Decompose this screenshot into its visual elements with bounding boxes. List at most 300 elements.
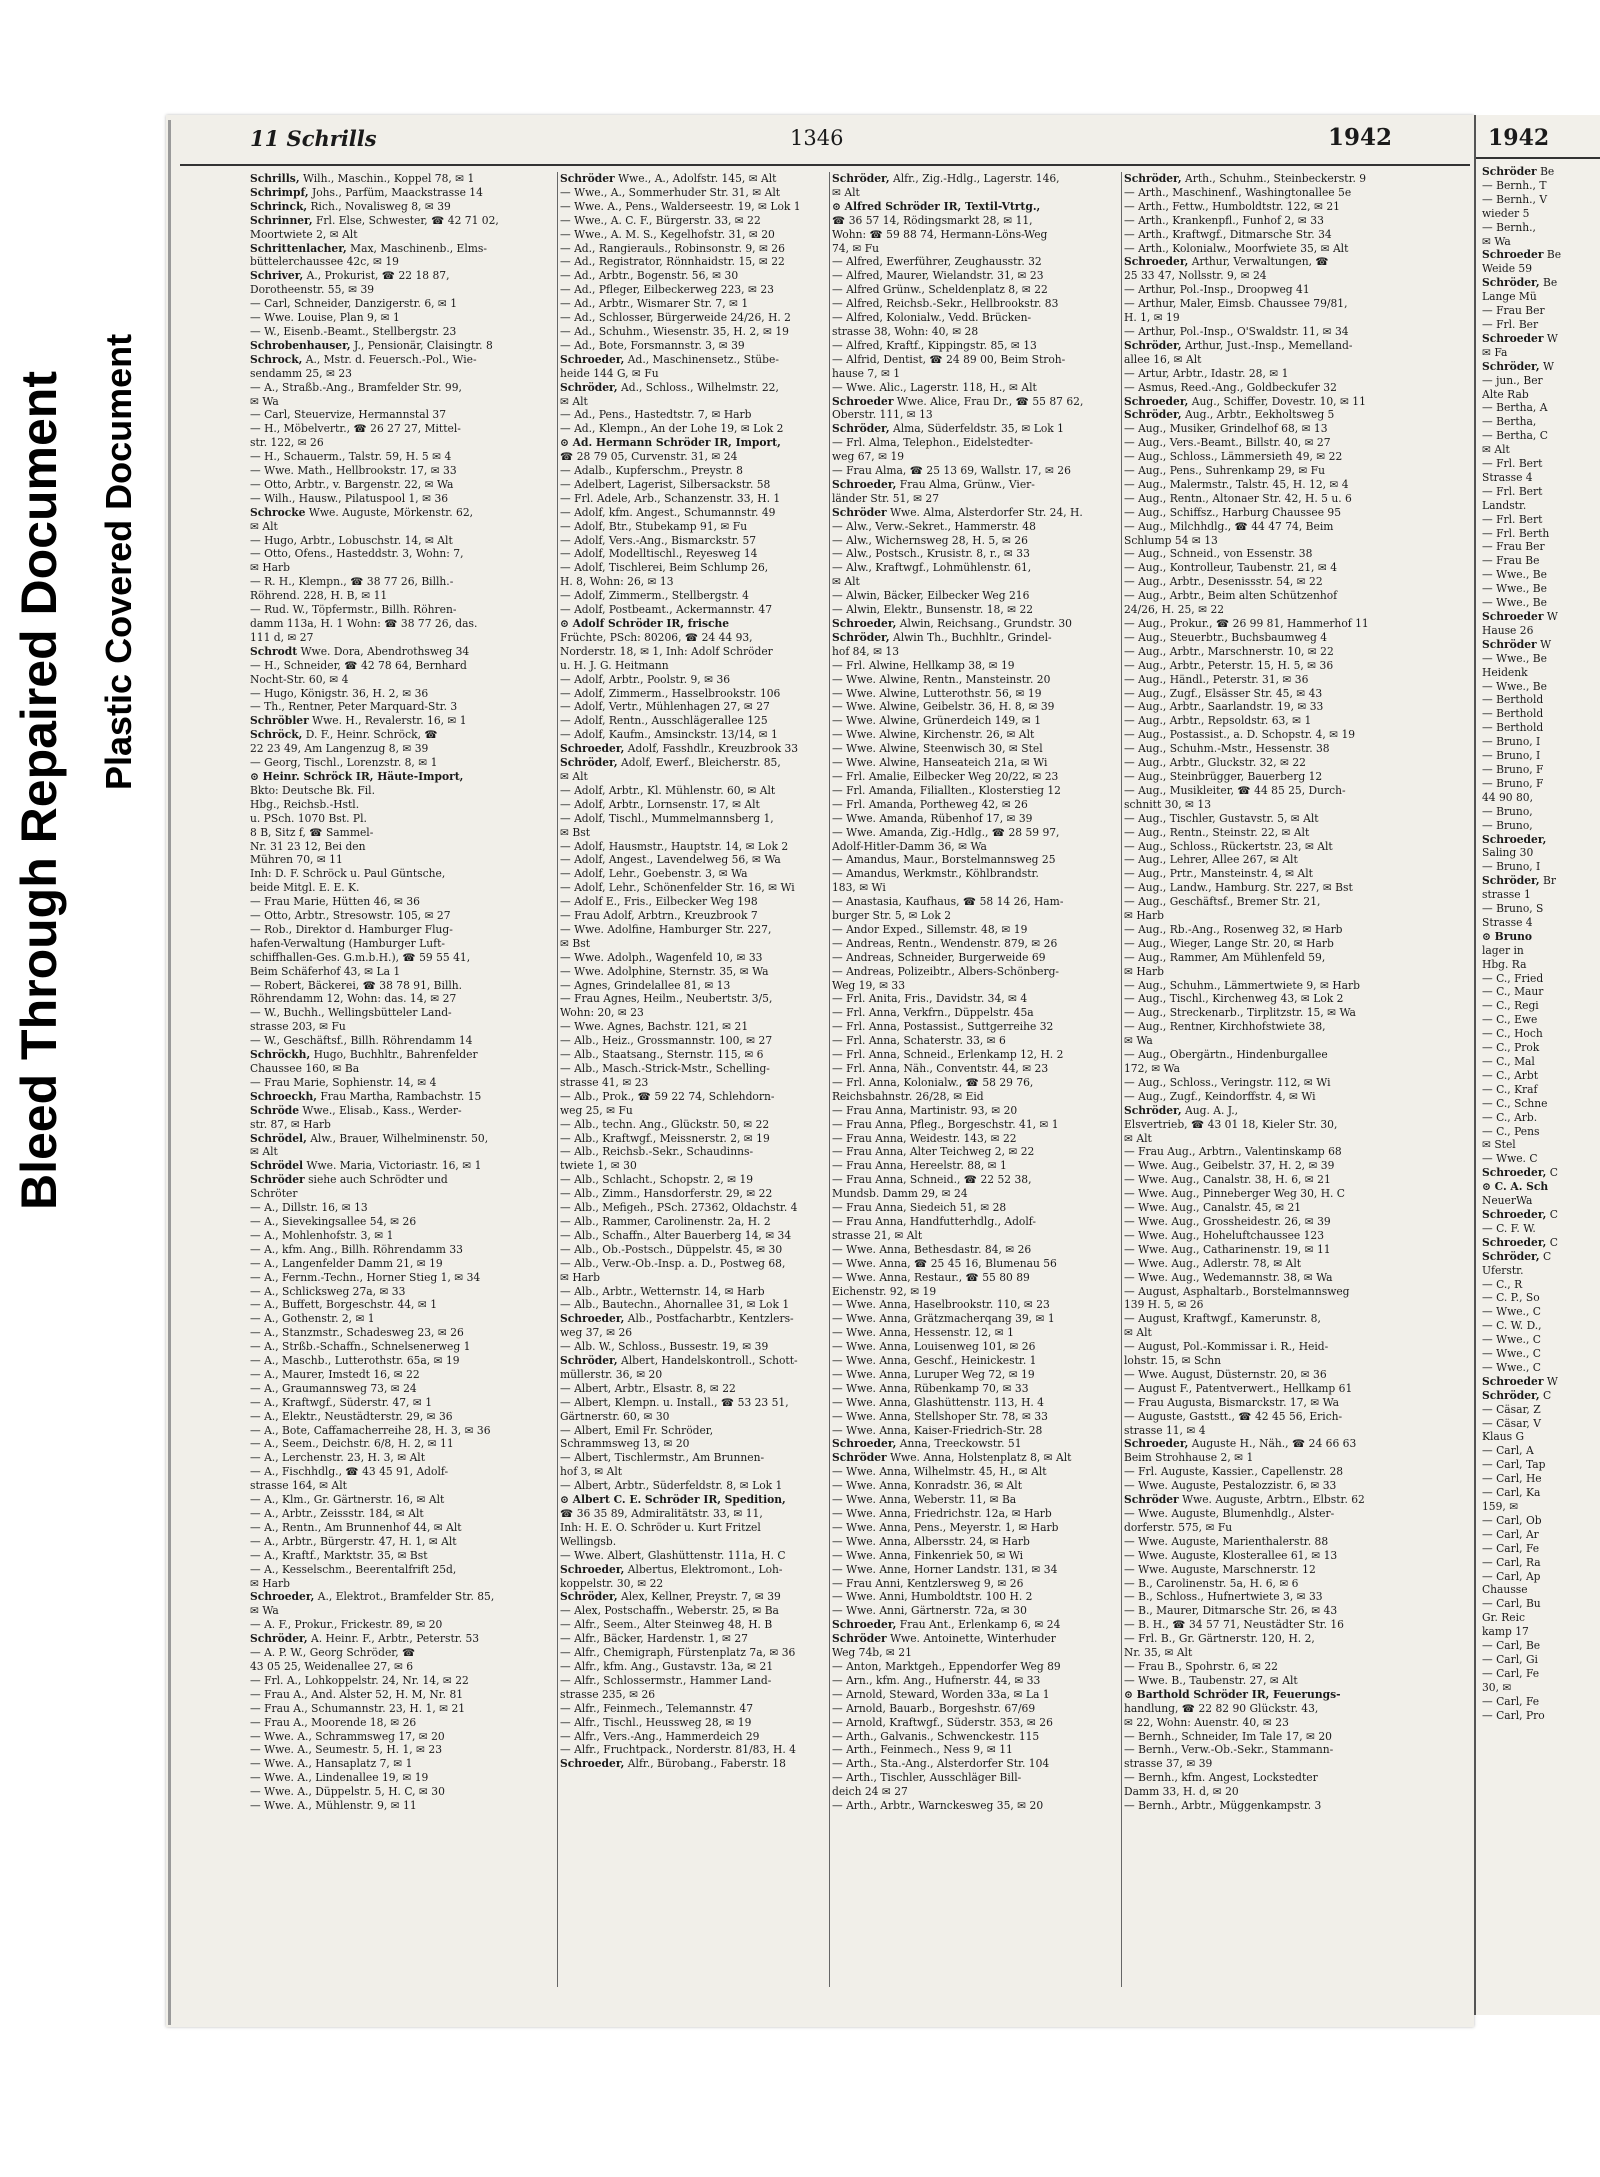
directory-entry: Röhrend. 228, H. B, ✉ 11 xyxy=(250,589,388,603)
directory-entry: Klaus G xyxy=(1482,1430,1525,1444)
adjacent-page-strip xyxy=(1474,115,1600,2015)
directory-entry: — Wwe. Adolph., Wagenfeld 10, ✉ 33 xyxy=(560,950,763,964)
directory-entry: — Berthold xyxy=(1482,693,1544,707)
directory-entry: — Wwe. Anna, Finkenriek 50, ✉ Wi xyxy=(832,1548,1024,1562)
directory-entry: — Wwe., Be xyxy=(1482,596,1547,610)
directory-entry: — Aug., Arbtr., Beim alten Schützenhof xyxy=(1124,589,1338,603)
directory-entry: — Frau Ber xyxy=(1482,304,1545,318)
directory-entry: — Frl. B., Gr. Gärtnerstr. 120, H. 2, xyxy=(1124,1632,1315,1646)
directory-entry: ✉ Wa xyxy=(250,394,279,408)
directory-entry: Schroeder, Aug., Schiffer, Dovestr. 10, ✉ 11 xyxy=(1124,394,1366,408)
directory-entry: Schrimpf, Johs., Parfüm, Maackstrasse 14 xyxy=(250,185,483,199)
directory-entry: Schröder, Albert, Handelskontroll., Schott- xyxy=(560,1354,798,1368)
directory-entry: — Robert, Bäckerei, ☎ 38 78 91, Billh. xyxy=(250,978,463,992)
directory-entry: — Bruno, I xyxy=(1482,735,1541,749)
directory-entry: — Bernh., T xyxy=(1482,178,1547,192)
directory-entry: Adolf-Hitler-Damm 36, ✉ Wa xyxy=(832,839,987,853)
directory-entry: — Wwe. Auguste, Blumenhdlg., Alster- xyxy=(1124,1507,1335,1520)
directory-entry: — Wwe. Amanda, Zig.-Hdlg., ☎ 28 59 97, xyxy=(832,825,1060,839)
directory-entry: Schröde Wwe., Elisab., Kass., Werder- xyxy=(250,1103,462,1117)
directory-entry: — Wwe. Anna, Wilhelmstr. 45, H., ✉ Alt xyxy=(832,1465,1047,1479)
directory-entry: — A., Kesselschm., Beerentalfrift 25d, xyxy=(250,1562,457,1576)
directory-entry: — Aug., Zugf., Keindorffstr. 4, ✉ Wi xyxy=(1124,1089,1316,1103)
directory-entry: — A., Arbtr., Bürgerstr. 47, H. 1, ✉ Alt xyxy=(250,1534,457,1548)
directory-entry: — Wilh., Hausw., Pilatuspool 1, ✉ 36 xyxy=(250,491,449,505)
directory-entry: Wohn: ☎ 59 88 74, Hermann-Löns-Weg xyxy=(832,227,1048,241)
directory-entry: — Wwe. Anni, Gärtnerstr. 72a, ✉ 30 xyxy=(832,1604,1027,1618)
directory-entry: — Frl. Anna, Näh., Conventstr. 44, ✉ 23 xyxy=(832,1062,1049,1075)
directory-entry: — Adolf, Zimmerm., Stellbergstr. 4 xyxy=(560,589,749,603)
directory-entry: — Aug., Pens., Suhrenkamp 29, ✉ Fu xyxy=(1124,464,1325,478)
directory-entry: — Alb., Prok., ☎ 59 22 74, Schlehdorn- xyxy=(560,1089,775,1103)
directory-entry: — Wwe. Anni, Humboldtstr. 100 H. 2 xyxy=(832,1590,1033,1604)
directory-entry: Inh: D. F. Schröck u. Paul Güntsche, xyxy=(250,867,446,881)
directory-entry: — A., Lerchenstr. 23, H. 3, ✉ Alt xyxy=(250,1451,425,1465)
directory-entry: — Adolf, Arbtr., Kl. Mühlenstr. 60, ✉ Alt xyxy=(560,783,776,797)
directory-entry: — Aug., Steinbrügger, Bauerberg 12 xyxy=(1124,769,1323,783)
directory-entry: Schröder, A. Heinr. F., Arbtr., Peterstr. 53 xyxy=(250,1632,480,1646)
directory-entry: Damm 33, H. d, ✉ 20 xyxy=(1124,1785,1239,1799)
directory-entry: — Hugo, Königstr. 36, H. 2, ✉ 36 xyxy=(250,686,429,700)
directory-entry: Schroeder, Alb., Postfacharbtr., Kentzlers- xyxy=(560,1312,794,1326)
directory-entry: ⊙ Albert C. E. Schröder IR, Spedition, xyxy=(560,1493,786,1507)
directory-entry: Schröbler Wwe. H., Revalerstr. 16, ✉ 1 xyxy=(250,714,467,728)
directory-entry: — Alb., Kraftwgf., Meissnerstr. 2, ✉ 19 xyxy=(560,1131,770,1145)
directory-entry: — Berthold xyxy=(1482,707,1544,721)
directory-entry: — Bruno, S xyxy=(1482,902,1544,916)
directory-entry: — Arth., Galvanis., Schwenckestr. 115 xyxy=(832,1729,1040,1743)
directory-entry: — Alb., Masch.-Strick-Mstr., Schelling- xyxy=(560,1062,770,1075)
directory-entry: — Bernh., Schneider, Im Tale 17, ✉ 20 xyxy=(1124,1729,1332,1743)
directory-entry: — Wwe. Anna, Geschf., Heinickestr. 1 xyxy=(832,1354,1037,1368)
directory-entry: ✉ Alt xyxy=(560,769,588,783)
directory-entry: Nr. 35, ✉ Alt xyxy=(1124,1646,1193,1660)
directory-entry: ✉ Bst xyxy=(560,825,590,839)
directory-entry: Schröder, C xyxy=(1482,1249,1552,1263)
directory-entry: — Adolf, Lehr., Schönenfelder Str. 16, ✉ Wi xyxy=(560,881,795,895)
directory-entry: — A., kfm. Ang., Billh. Röhrendamm 33 xyxy=(250,1242,463,1256)
directory-entry: — Adolf, Vertr., Mühlenhagen 27, ✉ 27 xyxy=(560,700,770,714)
directory-entry: Schröder, Br xyxy=(1482,874,1556,888)
directory-entry: — Aug., Vers.-Beamt., Billstr. 40, ✉ 27 xyxy=(1124,436,1331,450)
directory-entry: — Aug., Obergärtn., Hindenburgallee xyxy=(1124,1048,1328,1062)
directory-entry: Elsvertrieb, ☎ 43 01 18, Kieler Str. 30, xyxy=(1124,1117,1338,1131)
directory-entry: — Wwe., C xyxy=(1482,1347,1541,1361)
directory-entry: — Alfr., kfm. Ang., Gustavstr. 13a, ✉ 21 xyxy=(560,1659,774,1673)
directory-entry: — Alfred, Ewerführer, Zeughausstr. 32 xyxy=(832,255,1042,269)
directory-entry: — Aug., Arbtr., Marschnerstr. 10, ✉ 22 xyxy=(1124,644,1334,658)
directory-entry: — Wwe. A., Düppelstr. 5, H. C, ✉ 30 xyxy=(250,1785,445,1799)
directory-entry: — W., Eisenb.-Beamt., Stellbergstr. 23 xyxy=(250,324,457,338)
directory-entry: ✉ Bst xyxy=(560,936,590,950)
directory-entry: — Adolf, Rentn., Ausschlägerallee 125 xyxy=(560,714,768,728)
directory-entry: — Wwe., C xyxy=(1482,1333,1541,1347)
directory-entry: ✉ Alt xyxy=(1124,1131,1152,1145)
directory-entry: — Bertha, A xyxy=(1482,401,1548,415)
directory-entry: Strasse 4 xyxy=(1482,470,1533,484)
directory-entry: — W., Geschäftsf., Billh. Röhrendamm 14 xyxy=(250,1034,473,1048)
directory-entry: — Wwe. Alic., Lagerstr. 118, H., ✉ Alt xyxy=(832,380,1037,394)
directory-entry: — Frl. Amanda, Portheweg 42, ✉ 26 xyxy=(832,797,1028,811)
year-heading: 1942 xyxy=(1328,124,1393,151)
directory-entry: Schroeder, Ad., Maschinensetz., Stübe- xyxy=(560,352,779,366)
directory-entry: — Frau Anna, Pfleg., Borgeschstr. 41, ✉ 1 xyxy=(832,1117,1059,1131)
directory-entry: Chausse xyxy=(1482,1583,1528,1597)
directory-entry: — Aug., Rentn., Altonaer Str. 42, H. 5 u. 6 xyxy=(1124,491,1352,505)
directory-entry: Beim Schäferhof 43, ✉ La 1 xyxy=(250,964,401,978)
directory-entry: — A., Schlicksweg 27a, ✉ 33 xyxy=(250,1284,406,1298)
directory-entry: damm 113a, H. 1 Wohn: ☎ 38 77 26, das. xyxy=(250,617,478,630)
directory-entry: Hause 26 xyxy=(1482,623,1534,637)
directory-entry: — Ad., Arbtr., Wismarer Str. 7, ✉ 1 xyxy=(560,297,749,311)
directory-entry: — Wwe. Aug., Grossheidestr. 26, ✉ 39 xyxy=(1124,1214,1331,1228)
directory-entry: — Alex, Postschaffn., Weberstr. 25, ✉ Ba xyxy=(560,1604,779,1618)
directory-entry: — Andor Exped., Sillemstr. 48, ✉ 19 xyxy=(832,922,1028,936)
directory-entry: Schrinck, Rich., Novalisweg 8, ✉ 39 xyxy=(250,199,451,213)
directory-entry: — Alfred, Maurer, Wielandstr. 31, ✉ 23 xyxy=(832,269,1044,283)
directory-entry: — Arnold, Kraftwgf., Süderstr. 353, ✉ 26 xyxy=(832,1715,1053,1729)
directory-entry: — Aug., Arbtr., Desenissstr. 54, ✉ 22 xyxy=(1124,575,1323,589)
directory-entry: strasse 41, ✉ 23 xyxy=(560,1075,649,1089)
directory-entry: Schroeder, Frau Alma, Grünw., Vier- xyxy=(832,477,1035,491)
directory-entry: — Amandus, Maur., Borstelmannsweg 25 xyxy=(832,853,1056,867)
directory-entry: Schroeder, A., Elektrot., Bramfelder Str. 85, xyxy=(250,1590,495,1604)
directory-entry: — C., Arbt xyxy=(1482,1068,1539,1082)
directory-entry: ✉ Harb xyxy=(1124,964,1164,978)
directory-entry: — A., Gothenstr. 2, ✉ 1 xyxy=(250,1312,375,1326)
directory-entry: — Wwe. August, Düsternstr. 20, ✉ 36 xyxy=(1124,1367,1327,1381)
directory-entry: — Carl, Be xyxy=(1482,1639,1541,1653)
directory-entry: — Carl, He xyxy=(1482,1472,1542,1486)
directory-entry: Nr. 31 23 12, Bei den xyxy=(250,839,366,853)
directory-entry: — Aug., Schloss., Veringstr. 112, ✉ Wi xyxy=(1124,1075,1331,1089)
directory-entry: — Adolf, Postbeamt., Ackermannstr. 47 xyxy=(560,603,772,617)
directory-entry: — Aug., Lehrer, Allee 267, ✉ Alt xyxy=(1124,853,1298,867)
directory-entry: Schroeder, Alwin, Reichsang., Grundstr. 30 xyxy=(832,617,1072,630)
directory-entry: Schlump 54 ✉ 13 xyxy=(1124,533,1218,547)
directory-entry: kamp 17 xyxy=(1482,1625,1529,1639)
directory-entry: — Aug., Schuhm., Lämmertwiete 9, ✉ Harb xyxy=(1124,978,1360,992)
directory-entry: — Aug., Prokur., ☎ 26 99 81, Hammerhof 11 xyxy=(1124,617,1369,630)
directory-entry: länder Str. 51, ✉ 27 xyxy=(832,491,940,505)
directory-entry: — Wwe. Auguste, Klosterallee 61, ✉ 13 xyxy=(1124,1548,1338,1562)
directory-page xyxy=(180,122,1470,2022)
directory-entry: Schrills, Wilh., Maschin., Koppel 78, ✉ 1 xyxy=(250,172,475,185)
directory-entry: — Alb., Schaffn., Alter Bauerberg 14, ✉ 34 xyxy=(560,1228,792,1242)
directory-entry: — Frl. Anna, Verkfrn., Düppelstr. 45a xyxy=(832,1006,1034,1020)
directory-entry: — Anastasia, Kaufhaus, ☎ 58 14 26, Ham- xyxy=(832,895,1064,909)
directory-entry: — Aug., Rentner, Kirchhofstwiete 38, xyxy=(1124,1020,1326,1034)
running-head-left: 11 Schrills xyxy=(250,126,377,151)
directory-entry: Bkto: Deutsche Bk. Fil. xyxy=(250,783,375,797)
directory-entry: — Carl, A xyxy=(1482,1444,1534,1458)
directory-entry: — Aug., Landw., Hamburg. Str. 227, ✉ Bst xyxy=(1124,881,1353,895)
directory-entry: ✉ Alt xyxy=(250,1145,278,1159)
directory-entry: — A., Elektr., Neustädterstr. 29, ✉ 36 xyxy=(250,1409,453,1423)
directory-entry: strasse 164, ✉ Alt xyxy=(250,1479,347,1493)
directory-entry: — Alfr., Tischl., Heussweg 28, ✉ 19 xyxy=(560,1715,752,1729)
directory-entry: — Arthur, Pol.-Insp., O'Swaldstr. 11, ✉ 34 xyxy=(1124,324,1349,338)
directory-entry: ✉ Harb xyxy=(560,1270,600,1284)
directory-entry: — Wwe. Anna, Albersstr. 24, ✉ Harb xyxy=(832,1534,1030,1548)
directory-entry: — Ad., Rangierauls., Robinsonstr. 9, ✉ 26 xyxy=(560,241,785,255)
directory-entry: Schroeder, Albertus, Elektromont., Loh- xyxy=(560,1562,783,1576)
directory-entry: Schröder, W xyxy=(1482,359,1554,373)
directory-entry: ⊙ Ad. Hermann Schröder IR, Import, xyxy=(560,436,781,450)
directory-entry: — Frau Anna, Alter Teichweg 2, ✉ 22 xyxy=(832,1145,1035,1159)
directory-entry: — Arth., Kraftwgf., Ditmarsche Str. 34 xyxy=(1124,227,1332,241)
directory-entry: Gr. Reic xyxy=(1482,1611,1526,1625)
directory-entry: — August, Pol.-Kommissar i. R., Heid- xyxy=(1124,1340,1329,1354)
directory-entry: — Wwe., A., Sommerhuder Str. 31, ✉ Alt xyxy=(560,185,781,199)
directory-entry: — Frau A., And. Alster 52, H. M, Nr. 81 xyxy=(250,1687,464,1701)
directory-entry: — Adolf, Vers.-Ang., Bismarckstr. 57 xyxy=(560,533,757,547)
directory-entry: strasse 37, ✉ 39 xyxy=(1124,1757,1213,1771)
directory-entry: — A. F., Prokur., Frickestr. 89, ✉ 20 xyxy=(250,1618,443,1632)
directory-entry: — Aug., Arbtr., Peterstr. 15, H. 5, ✉ 36 xyxy=(1124,658,1334,672)
directory-entry: — Bernh., xyxy=(1482,220,1536,234)
directory-entry: — R. H., Klempn., ☎ 38 77 26, Billh.- xyxy=(250,575,454,589)
directory-entry: Schröder, Alma, Süderfeldstr. 35, ✉ Lok 1 xyxy=(832,422,1064,436)
adjacent-header-rule xyxy=(1476,157,1600,159)
directory-entry: — Hugo, Arbtr., Lobuschstr. 14, ✉ Alt xyxy=(250,533,453,547)
directory-entry: — Frau A., Schumannstr. 23, H. 1, ✉ 21 xyxy=(250,1701,466,1715)
directory-entry: Schrocke Wwe. Auguste, Mörkenstr. 62, xyxy=(250,505,474,519)
directory-entry: — A., Klm., Gr. Gärtnerstr. 16, ✉ Alt xyxy=(250,1493,445,1507)
directory-entry: — Wwe., C xyxy=(1482,1305,1541,1319)
directory-entry: — Wwe. Aug., Wedemannstr. 38, ✉ Wa xyxy=(1124,1270,1333,1284)
directory-entry: H. 1, ✉ 19 xyxy=(1124,311,1180,325)
directory-entry: Schröder, Arth., Schuhm., Steinbeckerstr. 9 xyxy=(1124,172,1367,185)
directory-entry: — Alfred Grünw., Scheldenplatz 8, ✉ 22 xyxy=(832,283,1048,297)
directory-entry: — Wwe., A. C. F., Bürgerstr. 33, ✉ 22 xyxy=(560,213,761,227)
directory-entry: — Frau Aug., Arbtrn., Valentinskamp 68 xyxy=(1124,1145,1342,1159)
directory-entry: — Carl, Ap xyxy=(1482,1569,1541,1583)
directory-entry: — Arnold, Bauarb., Borgeshstr. 67/69 xyxy=(832,1701,1036,1715)
directory-entry: strasse 21, ✉ Alt xyxy=(832,1228,923,1242)
directory-entry: — Amandus, Werkmstr., Köhlbrandstr. xyxy=(832,867,1039,881)
directory-entry: — Frau Marie, Hütten 46, ✉ 36 xyxy=(250,895,420,909)
directory-entry: strasse 235, ✉ 26 xyxy=(560,1687,656,1701)
directory-entry: — Wwe. A., Mühlenstr. 9, ✉ 11 xyxy=(250,1799,417,1813)
directory-entry: — Frau Anna, Weidestr. 143, ✉ 22 xyxy=(832,1131,1017,1145)
directory-entry: Schroeder W xyxy=(1482,610,1558,623)
directory-entry: Schröder Be xyxy=(1482,165,1555,178)
directory-entry: — Bernh., kfm. Angest, Lockstedter xyxy=(1124,1771,1318,1785)
directory-entry: — Wwe., Be xyxy=(1482,651,1547,665)
directory-entry: — Artur, Arbtr., Idastr. 28, ✉ 1 xyxy=(1124,366,1289,380)
directory-entry: — Wwe. B., Taubenstr. 27, ✉ Alt xyxy=(1124,1673,1298,1687)
directory-entry: — Arnold, Steward, Worden 33a, ✉ La 1 xyxy=(832,1687,1050,1701)
directory-entry: — Arth., Feinmech., Ness 9, ✉ 11 xyxy=(832,1743,1013,1757)
page-edge xyxy=(168,120,171,2025)
directory-entry: strasse 11, ✉ 4 xyxy=(1124,1423,1206,1437)
directory-entry: 44 90 80, xyxy=(1482,790,1533,804)
directory-entry: — Wwe. Anne, Horner Landstr. 131, ✉ 34 xyxy=(832,1562,1058,1576)
directory-entry: — Carl, Pro xyxy=(1482,1708,1545,1722)
directory-entry: — Arthur, Maler, Eimsb. Chaussee 79/81, xyxy=(1124,297,1348,311)
directory-entry: sendamm 25, ✉ 23 xyxy=(250,366,352,380)
directory-entry: — Alfr., Feinmech., Telemannstr. 47 xyxy=(560,1701,754,1715)
directory-entry: Schröck, D. F., Heinr. Schröck, ☎ xyxy=(250,728,438,742)
directory-entry: — Frau Marie, Sophienstr. 14, ✉ 4 xyxy=(250,1075,437,1089)
directory-entry: — Cäsar, V xyxy=(1482,1416,1541,1430)
directory-entry: Norderstr. 18, ✉ 1, Inh: Adolf Schröder xyxy=(560,644,773,658)
directory-entry: ✉ Alt xyxy=(832,185,860,199)
directory-column-4 xyxy=(1124,172,1424,1992)
directory-entry: — Adolf, Zimmerm., Hasselbrookstr. 106 xyxy=(560,686,781,700)
directory-entry: — A., Rentn., Am Brunnenhof 44, ✉ Alt xyxy=(250,1520,462,1534)
directory-entry: — Bernh., Verw.-Ob.-Sekr., Stammann- xyxy=(1124,1743,1334,1757)
directory-entry: — Aug., Rentn., Steinstr. 22, ✉ Alt xyxy=(1124,825,1310,839)
directory-entry: Schroeder Be xyxy=(1482,248,1562,262)
directory-entry: — Wwe. Alwine, Steenwisch 30, ✉ Stel xyxy=(832,742,1043,756)
directory-entry: Hbg. Ra xyxy=(1482,957,1527,971)
directory-entry: — A., Bote, Caffamacherreihe 28, H. 3, ✉ 36 xyxy=(250,1423,491,1437)
column-divider xyxy=(557,172,558,1987)
directory-entry: — Alb., Ob.-Postsch., Düppelstr. 45, ✉ 30 xyxy=(560,1242,783,1256)
header-rule xyxy=(180,164,1470,166)
directory-entry: ⊙ Bruno xyxy=(1482,929,1533,943)
directory-entry: — Alfr., Chemigraph, Fürstenplatz 7a, ✉ 36 xyxy=(560,1646,796,1660)
directory-entry: ✉ Wa xyxy=(1482,234,1511,248)
directory-entry: Mühren 70, ✉ 11 xyxy=(250,853,343,867)
directory-entry: — Wwe. Anna, Pens., Meyerstr. 1, ✉ Harb xyxy=(832,1520,1059,1534)
directory-entry: — Wwe. Anna, Bethesdastr. 84, ✉ 26 xyxy=(832,1242,1032,1256)
directory-entry: — Alfred, Kolonialw., Vedd. Brücken- xyxy=(832,311,1032,325)
directory-entry: — Adolf E., Fris., Eilbecker Weg 198 xyxy=(560,895,758,909)
directory-entry: — Alfr., Seem., Alter Steinweg 48, H. B xyxy=(560,1618,773,1632)
directory-entry: 74, ✉ Fu xyxy=(832,241,880,255)
directory-entry: 139 H. 5, ✉ 26 xyxy=(1124,1298,1204,1312)
directory-entry: — Aug., Malermstr., Talstr. 45, H. 12, ✉ 4 xyxy=(1124,477,1349,491)
directory-entry: weg 37, ✉ 26 xyxy=(560,1326,633,1340)
directory-entry: — Frau Anna, Hereelstr. 88, ✉ 1 xyxy=(832,1159,1007,1173)
directory-entry: — Auguste, Gaststt., ☎ 42 45 56, Erich- xyxy=(1124,1409,1343,1423)
directory-entry: u. H. J. G. Heitmann xyxy=(560,658,669,672)
directory-entry: — Aug., Schloss., Rückertstr. 23, ✉ Alt xyxy=(1124,839,1333,853)
directory-entry: — Aug., Streckenarb., Tirplitzstr. 15, ✉ Wa xyxy=(1124,1006,1356,1020)
directory-entry: 111 d, ✉ 27 xyxy=(250,630,314,644)
directory-entry: — A., Straßb.-Ang., Bramfelder Str. 99, xyxy=(250,380,462,394)
directory-entry: — Ad., Pens., Hastedtstr. 7, ✉ Harb xyxy=(560,408,752,422)
directory-entry: — A., Graumannsweg 73, ✉ 24 xyxy=(250,1381,417,1395)
directory-entry: — Albert, Arbtr., Elsastr. 8, ✉ 22 xyxy=(560,1381,736,1395)
directory-entry: — Frl. Bert xyxy=(1482,484,1543,498)
directory-entry: müllerstr. 36, ✉ 20 xyxy=(560,1367,663,1381)
directory-entry: — Aug., Schuhm.-Mstr., Hessenstr. 38 xyxy=(1124,742,1330,756)
directory-entry: — Wwe. Anna, Luruper Weg 72, ✉ 19 xyxy=(832,1367,1035,1381)
directory-entry: — Wwe. Aug., Hoheluftchaussee 123 xyxy=(1124,1228,1325,1242)
directory-entry: — Frl. Anna, Schneid., Erlenkamp 12, H. 2 xyxy=(832,1048,1064,1062)
directory-entry: — Bruno, I xyxy=(1482,749,1541,763)
directory-entry: — A., Kraftwgf., Süderstr. 47, ✉ 1 xyxy=(250,1395,432,1409)
directory-entry: ✉ Alt xyxy=(560,394,588,408)
directory-entry: — Adelbert, Lagerist, Silbersackstr. 58 xyxy=(560,477,771,491)
directory-entry: — A., Arbtr., Zeissstr. 184, ✉ Alt xyxy=(250,1507,424,1520)
directory-entry: — Wwe. A., Lindenallee 19, ✉ 19 xyxy=(250,1771,429,1785)
directory-entry: — Bruno, F xyxy=(1482,762,1544,776)
directory-entry: — Alfred, Kraftf., Kippingstr. 85, ✉ 13 xyxy=(832,338,1037,352)
directory-entry: Strasse 4 xyxy=(1482,915,1533,929)
directory-entry: — Wwe. Auguste, Pestalozzistr. 6, ✉ 33 xyxy=(1124,1479,1337,1493)
directory-entry: — A., Dillstr. 16, ✉ 13 xyxy=(250,1201,368,1215)
directory-entry: — Alb. W., Schloss., Bussestr. 19, ✉ 39 xyxy=(560,1340,769,1354)
directory-entry: — Aug., Schloss., Lämmersieth 49, ✉ 22 xyxy=(1124,450,1343,464)
directory-entry: — Alw., Postsch., Krusistr. 8, r., ✉ 33 xyxy=(832,547,1030,561)
directory-entry: str. 87, ✉ Harb xyxy=(250,1117,331,1131)
directory-entry: — Wwe. Anna, Konradstr. 36, ✉ Alt xyxy=(832,1479,1023,1493)
directory-entry: — H., Möbelvertr., ☎ 26 27 27, Mittel- xyxy=(250,422,461,436)
directory-entry: weg 67, ✉ 19 xyxy=(832,450,905,464)
directory-entry: strasse 38, Wohn: 40, ✉ 28 xyxy=(832,324,979,338)
directory-entry: — Alw., Wichernsweg 28, H. 5, ✉ 26 xyxy=(832,533,1028,547)
directory-entry: ✉ Harb xyxy=(1124,909,1164,923)
directory-entry: — Otto, Arbtr., v. Bargenstr. 22, ✉ Wa xyxy=(250,477,454,491)
directory-entry: Schröter xyxy=(250,1187,298,1201)
directory-entry: — Bruno, xyxy=(1482,818,1533,832)
directory-entry: ⊙ Barthold Schröder IR, Feuerungs- xyxy=(1124,1687,1341,1701)
directory-entry: — Wwe. Alwine, Lutterothstr. 56, ✉ 19 xyxy=(832,686,1042,700)
directory-entry: — Aug., Schiffsz., Harburg Chaussee 95 xyxy=(1124,505,1342,519)
directory-entry: weg 25, ✉ Fu xyxy=(560,1103,633,1117)
directory-entry: str. 122, ✉ 26 xyxy=(250,436,324,450)
directory-entry: — Alb., Staatsang., Sternstr. 115, ✉ 6 xyxy=(560,1048,764,1062)
directory-entry: — Alfr., Schlossermstr., Hammer Land- xyxy=(560,1673,772,1687)
directory-entry: — Alwin, Bäcker, Eilbecker Weg 216 xyxy=(832,589,1030,603)
directory-entry: — Wwe., A. M. S., Kegelhofstr. 31, ✉ 20 xyxy=(560,227,775,241)
directory-entry: Schröder, Aug., Arbtr., Eekholtsweg 5 xyxy=(1124,408,1335,422)
directory-entry: Schroeder, Alfr., Bürobang., Faberstr. 18 xyxy=(560,1757,786,1771)
directory-entry: — Wwe. Anna, Louisenweg 101, ✉ 26 xyxy=(832,1340,1036,1354)
directory-entry: — Frau Anna, Siedeich 51, ✉ 28 xyxy=(832,1201,1007,1215)
directory-entry: — Carl, Ar xyxy=(1482,1527,1539,1541)
directory-entry: ⊙ Alfred Schröder IR, Textil-Vtrtg., xyxy=(832,199,1041,213)
directory-entry: — Wwe. Amanda, Rübenhof 17, ✉ 39 xyxy=(832,811,1033,825)
directory-entry: — B., Carolinenstr. 5a, H. 6, ✉ 6 xyxy=(1124,1576,1299,1590)
directory-entry: Schroeder W xyxy=(1482,1374,1558,1388)
directory-entry: Schröder, Alwin Th., Buchhltr., Grindel- xyxy=(832,630,1052,644)
directory-entry: — Rud. W., Töpfermstr., Billh. Röhren- xyxy=(250,603,457,617)
directory-entry: 159, ✉ xyxy=(1482,1500,1519,1513)
directory-entry: Nocht-Str. 60, ✉ 4 xyxy=(250,672,349,686)
directory-entry: — Cäsar, Z xyxy=(1482,1402,1541,1416)
directory-entry: — Wwe. Adolfine, Hamburger Str. 227, xyxy=(560,922,772,936)
directory-entry: — Wwe. A., Schrammsweg 17, ✉ 20 xyxy=(250,1729,445,1743)
plastic-covered-label: Plastic Covered Document xyxy=(98,333,139,790)
directory-entry: — C., Fried xyxy=(1482,971,1544,985)
directory-entry: 172, ✉ Wa xyxy=(1124,1062,1180,1075)
directory-entry: — Andreas, Rentn., Wendenstr. 879, ✉ 26 xyxy=(832,936,1058,950)
directory-entry: — Otto, Ofens., Hasteddstr. 3, Wohn: 7, xyxy=(250,547,464,561)
directory-entry: Moortwiete 2, ✉ Alt xyxy=(250,227,358,241)
directory-entry: — Aug., Schneid., von Essenstr. 38 xyxy=(1124,547,1313,561)
directory-entry: handlung, ☎ 22 82 90 Glückstr. 43, xyxy=(1124,1701,1319,1715)
directory-entry: — Wwe., C xyxy=(1482,1360,1541,1374)
directory-entry: — B. H., ☎ 34 57 71, Neustädter Str. 16 xyxy=(1124,1618,1344,1632)
directory-entry: — Andreas, Polizeibtr., Albers-Schönberg- xyxy=(832,964,1060,978)
directory-entry: Beim Strohhause 2, ✉ 1 xyxy=(1124,1451,1254,1465)
directory-entry: — Wwe. Auguste, Marschnerstr. 12 xyxy=(1124,1562,1316,1576)
directory-entry: Saling 30 xyxy=(1482,846,1534,860)
directory-entry: — Aug., Arbtr., Saarlandstr. 19, ✉ 33 xyxy=(1124,700,1324,714)
directory-entry: — Wwe. Anna, Friedrichstr. 12a, ✉ Harb xyxy=(832,1507,1052,1520)
directory-entry: Schroeder, C xyxy=(1482,1207,1558,1221)
directory-entry: — Th., Rentner, Peter Marquard-Str. 3 xyxy=(250,700,458,714)
directory-entry: — Bruno, F xyxy=(1482,776,1544,790)
directory-entry: Oberstr. 111, ✉ 13 xyxy=(832,408,933,422)
directory-entry: — Wwe. Alwine, Hanseateich 21a, ✉ Wi xyxy=(832,756,1048,770)
